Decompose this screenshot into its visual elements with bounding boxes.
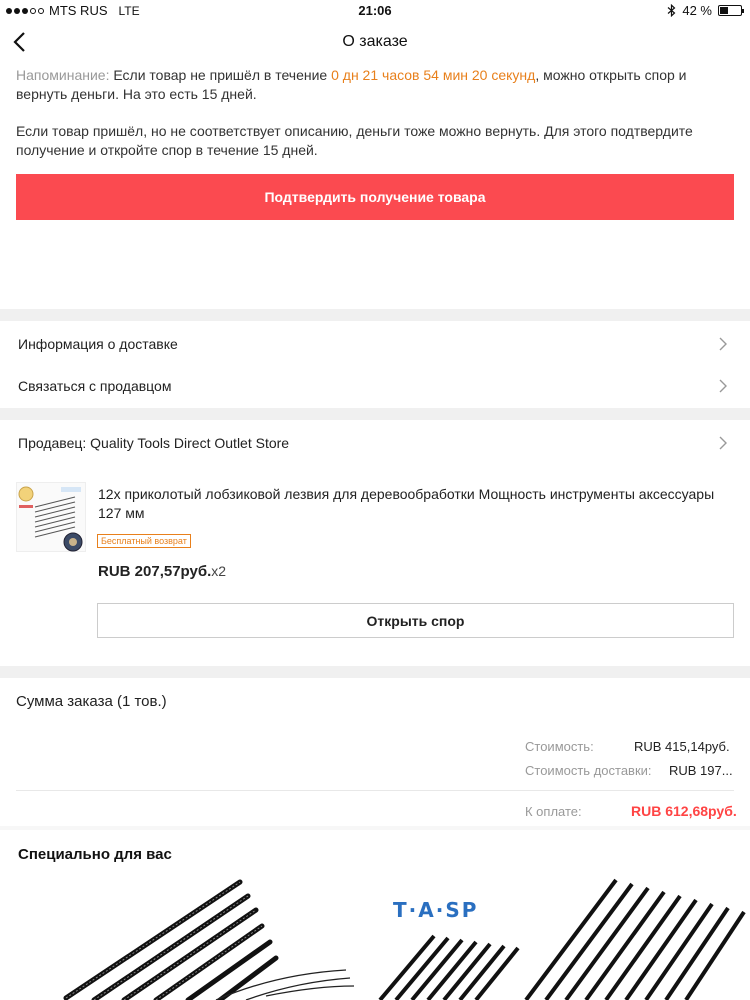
saw-blades-image	[16, 878, 376, 1000]
chevron-right-icon	[718, 337, 728, 351]
summary-divider	[16, 790, 734, 791]
page-title: О заказе	[342, 33, 408, 50]
product-image[interactable]	[16, 482, 86, 552]
carrier-name: MTS RUS	[49, 3, 108, 18]
product-price: RUB 207,57руб.	[98, 563, 212, 580]
section-divider	[0, 666, 750, 678]
order-summary-title: Сумма заказа (1 тов.)	[16, 693, 167, 710]
chevron-right-icon	[718, 436, 728, 450]
recommended-product-image-1[interactable]	[16, 878, 376, 1000]
delivery-info-row[interactable]	[0, 323, 750, 365]
delivery-info-label: Информация о доставке	[18, 336, 178, 352]
status-right	[667, 3, 742, 18]
seller-row[interactable]	[0, 422, 750, 464]
section-divider	[0, 408, 750, 420]
product-title[interactable]: 12x приколотый лобзиковой лезвия для деревообработки Мощность инструменты аксессуары 127 мм	[98, 486, 715, 521]
saw-blades-image	[17, 483, 87, 553]
bluetooth-icon	[667, 4, 676, 17]
status-bar	[0, 0, 750, 22]
battery-icon	[718, 5, 742, 16]
total-value: RUB 612,68руб.	[631, 803, 737, 819]
shipping-value: RUB 197...	[669, 763, 733, 778]
countdown-timer: 0 дн 21 часов 54 мин 20 секунд	[331, 67, 536, 83]
clock: 21:06	[358, 3, 392, 18]
shipping-label: Стоимость доставки:	[525, 763, 652, 778]
seller-name: Продавец: Quality Tools Direct Outlet Store	[18, 435, 290, 451]
cost-value: RUB 415,14руб.	[634, 739, 730, 754]
product-price-line	[98, 563, 226, 580]
dispute-info-text: Если товар пришёл, но не соответствует описанию, деньги тоже можно вернуть. Для этого подтвердите получение и откройте спор в течение 15 дней.	[16, 123, 693, 158]
contact-seller-label: Связаться с продавцом	[18, 378, 172, 394]
cost-label: Стоимость:	[525, 739, 594, 754]
confirm-receipt-button[interactable]: Подтвердить получение товара	[16, 174, 734, 220]
battery-fill	[720, 7, 728, 14]
reminder-text-after: , можно открыть спор и вернуть деньги. На это есть 15 дней.	[16, 67, 687, 102]
recommendations-title: Специально для вас	[18, 846, 172, 863]
chevron-right-icon	[718, 379, 728, 393]
brand-logo: T·A·SP	[393, 898, 479, 922]
free-return-badge: Бесплатный возврат	[97, 534, 191, 548]
section-divider	[0, 826, 750, 830]
nav-bar	[0, 22, 750, 62]
reminder-text	[16, 66, 736, 104]
reminder-label: Напоминание:	[16, 67, 110, 83]
battery-percent: 42 %	[682, 3, 712, 18]
saw-blades-image	[376, 878, 750, 1000]
product-quantity: x2	[211, 563, 227, 579]
section-divider	[0, 309, 750, 321]
recommended-product-image-2[interactable]	[376, 878, 750, 1000]
network-type: LTE	[118, 3, 140, 18]
contact-seller-row[interactable]	[0, 365, 750, 407]
reminder-text-before: Если товар не пришёл в течение	[109, 67, 332, 83]
total-label: К оплате:	[525, 804, 582, 819]
open-dispute-button[interactable]: Открыть спор	[97, 603, 734, 638]
